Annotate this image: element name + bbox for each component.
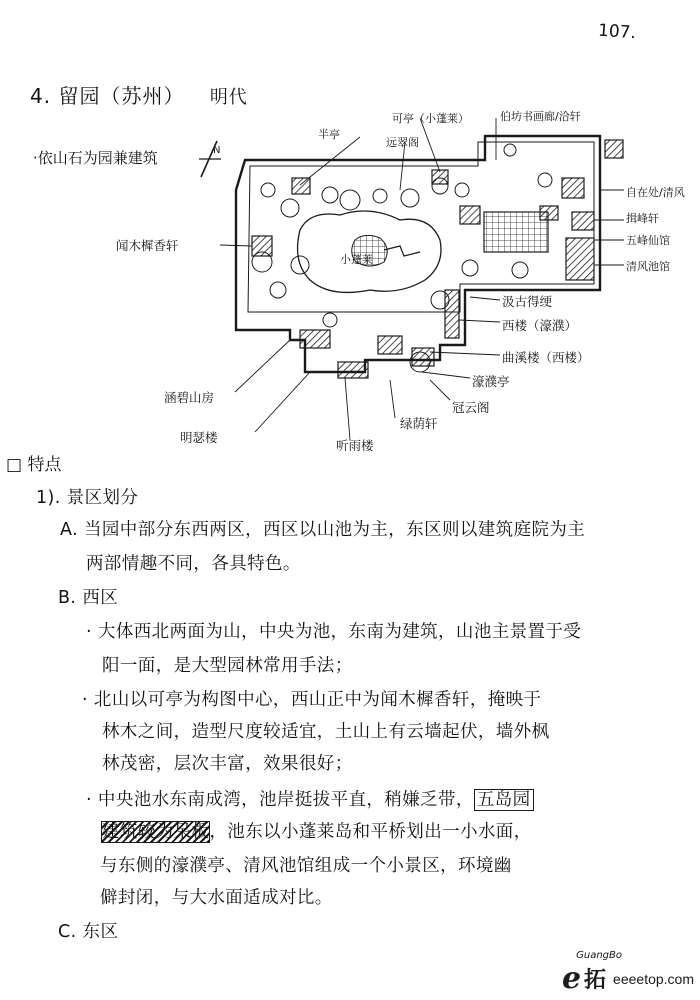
label-r9: 冠云阁	[452, 400, 490, 415]
label-r2: 揖峰轩	[626, 212, 659, 225]
text-segment: · 中央池水东南成湾，池岸挺拔平直，稍嫌乏带，	[86, 790, 474, 810]
building-ke-ting	[432, 170, 448, 184]
tree	[462, 260, 478, 276]
sub-heading: 1). 景区划分	[36, 488, 139, 508]
building-r1	[562, 178, 584, 198]
building-top-right	[605, 140, 623, 158]
tree	[261, 183, 275, 197]
label-r8: 濠濮亭	[472, 374, 510, 389]
tree	[401, 189, 419, 207]
text-line	[102, 818, 532, 843]
building-r6	[445, 290, 459, 338]
garden-wall	[236, 136, 600, 372]
tree	[340, 190, 360, 210]
north-label: N	[213, 145, 221, 156]
building-r2	[572, 212, 594, 230]
text-line: 阳一面，是大型园林常用手法；	[102, 656, 353, 676]
section-heading: □ 特点	[6, 455, 62, 475]
label-r1: 自在处/清风	[626, 186, 685, 199]
tree	[323, 313, 337, 327]
building-r8	[412, 348, 434, 366]
text-line: A. 当园中部分东西两区，西区以山池为主，东区则以建筑庭院为主	[60, 520, 586, 540]
label-yuan-cui-ge: 远翠阁	[386, 136, 419, 149]
text-line: 僻封闭，与大水面适成对比。	[100, 888, 333, 908]
tree	[270, 282, 286, 298]
text-segment: ，池东以小蓬莱岛和平桥划出一小水面，	[209, 822, 532, 842]
building-north	[460, 206, 480, 224]
text-line: 林木之间，造型尺度较适宜，土山上有云墙起伏，墙外枫	[102, 722, 550, 742]
watermark-logo-text: 拓	[584, 968, 607, 993]
label-ming-se-lou: 明瑟楼	[180, 430, 218, 445]
sub-heading: B. 西区	[58, 588, 119, 608]
label-bottom-mid: 听雨楼	[336, 438, 374, 453]
building-han-bi	[300, 330, 330, 348]
tree	[455, 183, 469, 197]
building-r3	[566, 238, 594, 280]
building-wen-mu	[252, 236, 272, 256]
text-line: 林茂密，层次丰富，效果很好；	[102, 754, 353, 774]
text-line: 两部情趣不同，各具特色。	[86, 554, 301, 574]
label-r10: 绿荫轩	[400, 416, 438, 431]
text-line: 与东侧的濠濮亭、清风池馆组成一个小景区，环境幽	[100, 856, 512, 876]
design-note: ·依山石为园兼建筑	[33, 149, 158, 167]
label-ke-ting: 可亭（小蓬莱）	[392, 112, 469, 125]
title-text: 4. 留园（苏州）	[30, 84, 185, 108]
building-ban-ting	[292, 178, 310, 194]
watermark	[561, 960, 694, 996]
label-r3: 五峰仙馆	[626, 234, 670, 247]
tree	[504, 144, 516, 156]
label-top-right: 伯坊书画廊/洽轩	[500, 110, 581, 123]
watermark-logo-icon: e	[561, 960, 582, 996]
building-wu-feng	[484, 212, 548, 252]
building-r7	[378, 336, 402, 354]
sub-heading: C. 东区	[58, 922, 119, 942]
building-r4	[540, 206, 558, 220]
zigzag-bridge	[384, 246, 420, 256]
building-r10	[338, 362, 368, 378]
boxed-text: 五岛园	[474, 789, 534, 811]
label-han-bi: 涵碧山房	[164, 390, 215, 405]
brand-mark: GuangBo	[576, 950, 622, 961]
label-r7: 曲溪楼（西楼）	[502, 350, 590, 365]
text-line: · 大体西北两面为山，中央为池，东南为建筑，山池主景置于受	[86, 622, 582, 642]
tree	[322, 187, 338, 203]
struck-text: 建筑较为呆板	[102, 822, 210, 842]
label-wen-mu: 闻木樨香轩	[116, 238, 179, 253]
garden-plan	[0, 0, 700, 460]
tree	[512, 262, 528, 278]
tree	[281, 199, 299, 217]
page-number: 107.	[597, 20, 637, 44]
tree	[538, 173, 552, 187]
label-r6: 西楼（濠濮）	[502, 318, 578, 333]
text-line	[86, 786, 534, 811]
label-xiao-peng-lai: 小蓬莱	[340, 253, 373, 266]
watermark-url: eeeetop.com	[613, 970, 694, 987]
text-line: · 北山以可亭为构图中心，西山正中为闻木樨香轩，掩映于	[82, 690, 542, 710]
era-text: 明代	[209, 87, 248, 108]
tree	[373, 189, 387, 203]
label-r4: 清风池馆	[626, 260, 670, 273]
label-ban-ting: 半亭	[318, 128, 340, 141]
label-r5: 汲古得绠	[502, 294, 553, 309]
